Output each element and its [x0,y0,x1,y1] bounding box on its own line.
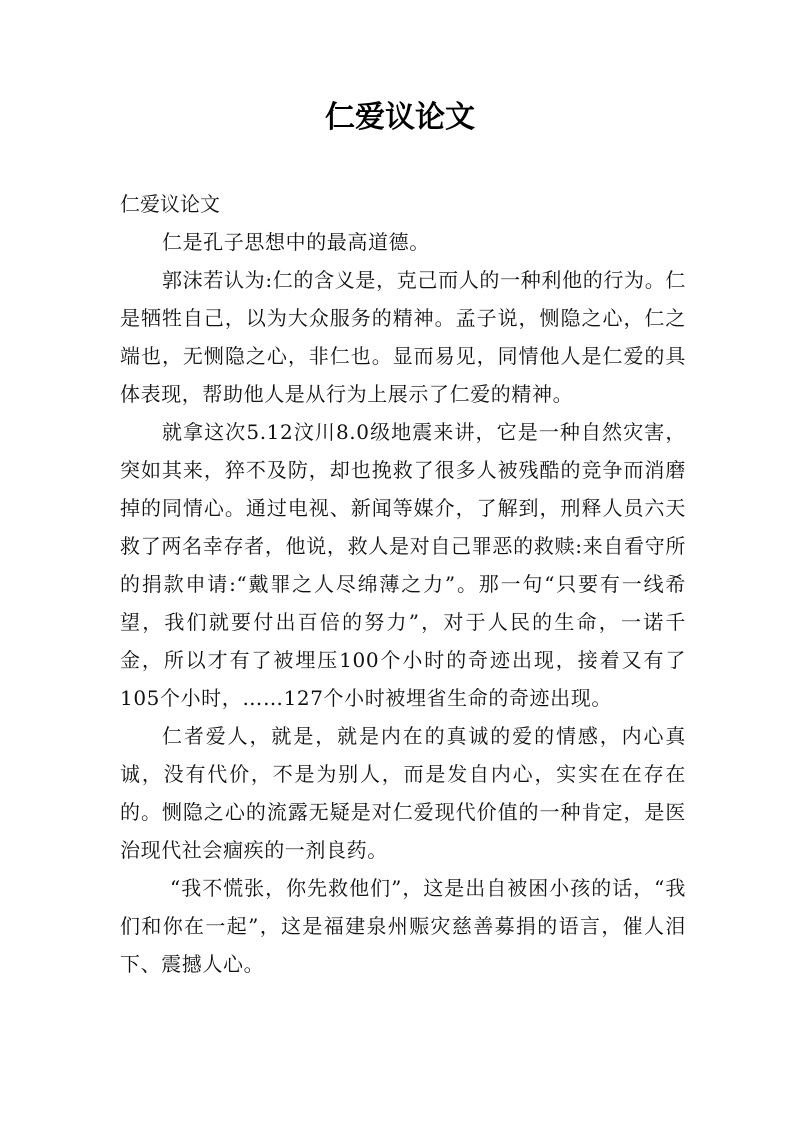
document-body [120,186,686,983]
paragraph-5: “我不慌张，你先救他们”，这是出自被困小孩的话，“我们和你在一起”，这是福建泉州赈灾慈善募捐的语言，催人泪下、震撼人心。 [120,876,686,976]
paragraph-2: 郭沫若认为:仁的含义是，克己而人的一种利他的行为。仁是牺牲自己，以为大众服务的精神。孟子说，恻隐之心，仁之端也，无恻隐之心，非仁也。显而易见，同情他人是仁爱的具体表现，帮助他人是从行为上展示了仁爱的精神。 [120,268,686,406]
paragraph-1: 仁是孔子思想中的最高道德。 [162,230,430,254]
paragraph-3: 就拿这次5.12汶川8.0级地震来讲，它是一种自然灾害，突如其来，猝不及防，却也挽救了很多人被残酷的竞争而消磨掉的同情心。通过电视、新闻等媒介，了解到，刑释人员六天救了两名幸存者，他说，救人是对自己罪恶的救赎:来自看守所的捐款申请:“戴罪之人尽绵薄之力”。那一句“只要有一线希望，我们就要付出百倍的努力”，对于人民的生命，一诺千金，所以才有了被埋压100个小时的奇迹出现，接着又有了105个小时，……127个小时被埋省生命的奇迹出现。 [120,420,686,710]
page-title: 仁爱议论文 [325,100,475,135]
paragraph-4: 仁者爱人，就是，就是内在的真诚的爱的情感，内心真诚，没有代价，不是为别人，而是发自内心，实实在在存在的。恻隐之心的流露无疑是对仁爱现代价值的一种肯定，是医治现代社会痼疾的一剂良药。 [120,724,686,862]
document-subtitle: 仁爱议论文 [120,192,220,216]
